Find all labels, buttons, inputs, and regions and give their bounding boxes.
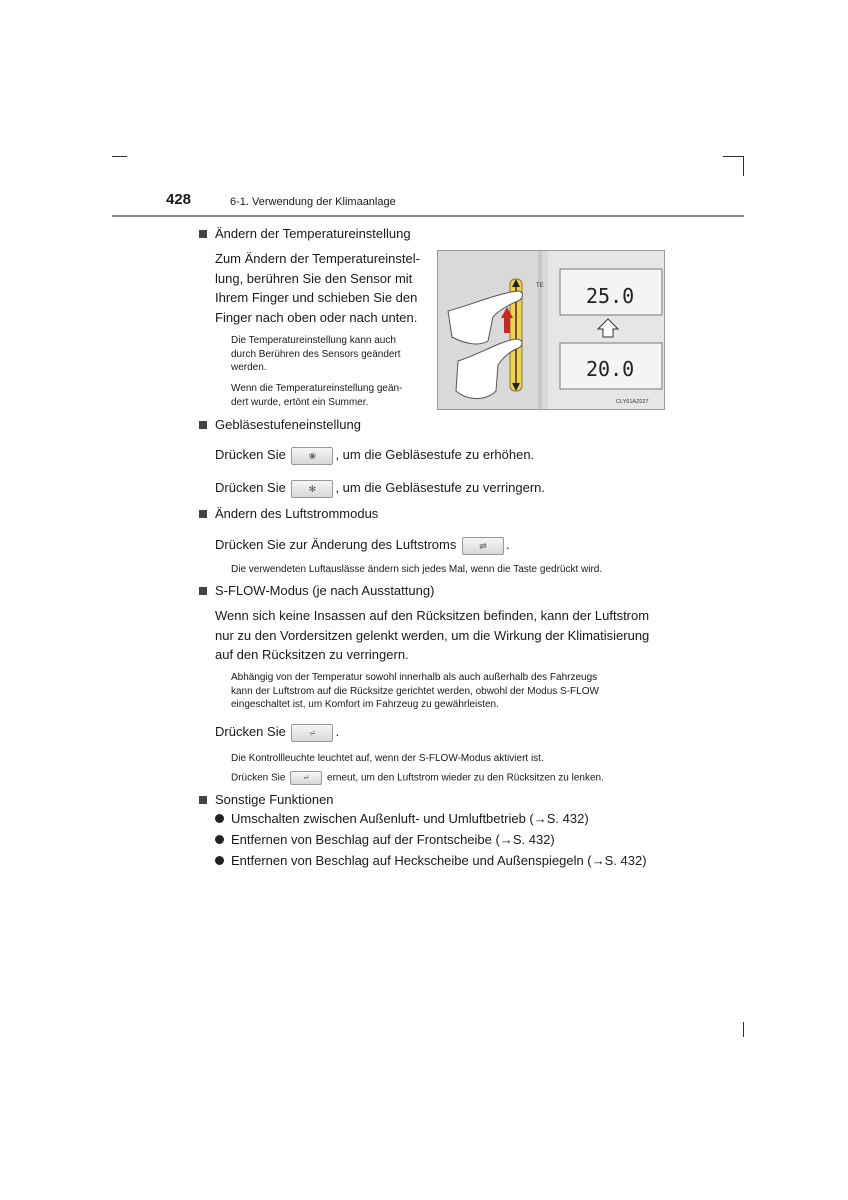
display-top-value: 25.0 [586, 284, 635, 308]
bullet-icon [215, 814, 224, 823]
list-item: Entfernen von Beschlag auf Heckscheibe und Außenspiegeln (→S. 432) [215, 853, 647, 868]
crop-mark-top-right-h [723, 156, 744, 157]
bullet-icon [215, 835, 224, 844]
temperature-note-2: Wenn die Temperatureinstellung geän- dert wurde, ertönt ein Summer. [231, 383, 403, 408]
section-heading-temperature: Ändern der Temperatureinstellung [199, 226, 411, 241]
page-number: 428 [166, 191, 192, 208]
fan-up-button-icon: ❀ [291, 447, 333, 465]
figure-te-label: TE [536, 283, 544, 289]
figure-illustration [438, 251, 664, 409]
sflow-note-2: Die Kontrollleuchte leuchtet auf, wenn der S-FLOW-Modus aktiviert ist. [231, 753, 544, 764]
square-bullet-icon [199, 230, 207, 238]
sflow-note: Abhängig von der Temperatur sowohl innerhalb als auch außerhalb des Fahrzeugs kann der Luftstrom auf die Rücksitze gerichtet werden, obwohl der Modus S-FLOW eingeschaltet ist, um Komfort im Fahrzeug zu gewährleisten. [231, 672, 599, 710]
airflow-note: Die verwendeten Luftauslässe ändern sich jedes Mal, wenn die Taste gedrückt wird. [231, 564, 603, 575]
sflow-body: Wenn sich keine Insassen auf den Rücksitzen befinden, kann der Luftstrom nur zu den Vordersitzen gelenkt werden, um die Wirkung der Klimatisierung auf den Rücksitzen zu verringern. [215, 608, 650, 662]
display-bottom-value: 20.0 [586, 357, 635, 381]
bullet-icon [215, 856, 224, 865]
sflow-note-3: Drücken Sie ⩫ erneut, um den Luftstrom wieder zu den Rücksitzen zu lenken. [231, 772, 604, 784]
sflow-press-line: Drücken Sie ⩫ . [215, 722, 339, 742]
header-rule [112, 215, 744, 217]
square-bullet-icon [199, 510, 207, 518]
sflow-button-small-icon: ⩫ [290, 771, 322, 785]
airflow-line: Drücken Sie zur Änderung des Luftstroms ⇌ . [215, 535, 510, 555]
square-bullet-icon [199, 587, 207, 595]
fan-up-line: Drücken Sie ❀ , um die Gebläsestufe zu erhöhen. [215, 445, 534, 465]
fan-down-line: Drücken Sie ✻ , um die Gebläsestufe zu verringern. [215, 478, 545, 498]
crop-mark-bottom-right [743, 1022, 744, 1037]
square-bullet-icon [199, 421, 207, 429]
section-heading-airflow: Ändern des Luftstrommodus [199, 506, 378, 521]
temperature-note-1: Die Temperatureinstellung kann auch durch Berühren des Sensors geändert werden. [231, 335, 401, 373]
chapter-title: 6-1. Verwendung der Klimaanlage [230, 196, 396, 208]
crop-mark-top-right-v [743, 156, 744, 176]
section-heading-fan: Gebläsestufeneinstellung [199, 417, 361, 432]
section-heading-sflow: S-FLOW-Modus (je nach Ausstattung) [199, 583, 434, 598]
temperature-sensor-figure [437, 250, 665, 410]
airflow-mode-button-icon: ⇌ [462, 537, 504, 555]
section-heading-other: Sonstige Funktionen [199, 792, 334, 807]
sflow-button-icon: ⩫ [291, 724, 333, 742]
fan-down-button-icon: ✻ [291, 480, 333, 498]
figure-code: CLY61AZ027 [616, 399, 649, 405]
temperature-body: Zum Ändern der Temperatureinstel- lung, berühren Sie den Sensor mit Ihrem Finger und schieben Sie den Finger nach oben oder nach unten. [215, 251, 420, 325]
crop-mark-top-left [112, 156, 127, 157]
list-item: Entfernen von Beschlag auf der Frontscheibe (→S. 432) [215, 832, 555, 847]
square-bullet-icon [199, 796, 207, 804]
list-item: Umschalten zwischen Außenluft- und Umluftbetrieb (→S. 432) [215, 811, 589, 826]
